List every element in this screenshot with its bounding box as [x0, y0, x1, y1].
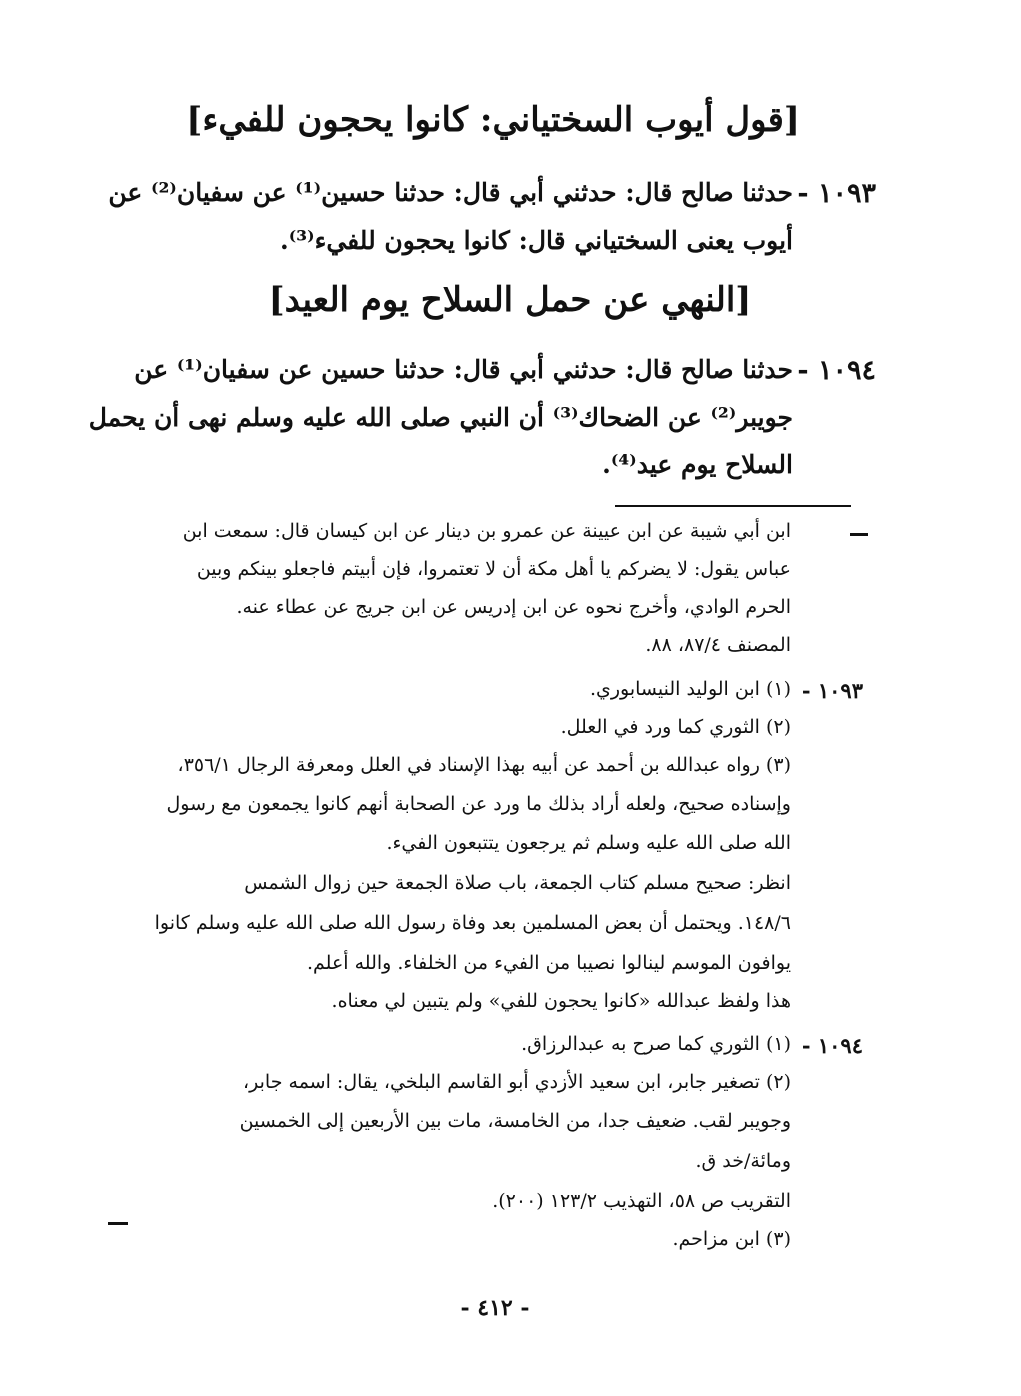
margin-mark [850, 533, 868, 536]
footnote-cont-line-3: الحرم الوادي، وأخرج نحوه عن ابن إدريس عن ابن جريج عن عطاء عنه. [236, 596, 791, 618]
footnote-1093-3-line-4: انظر: صحيح مسلم كتاب الجمعة، باب صلاة الجمعة حين زوال الشمس [244, 872, 791, 894]
section-heading-ayyub: [قول أيوب السختياني: كانوا يحجون للفيء] [186, 100, 800, 140]
footnote-1093-3-line-5: ١٤٨/٦. ويحتمل أن بعض المسلمين بعد وفاة رسول الله صلى الله عليه وسلم كانوا [154, 912, 791, 934]
hadith-1094-line-2: جويبر⁽²⁾ عن الضحاك⁽³⁾ أن النبي صلى الله عليه وسلم نهى أن يحمل [88, 403, 793, 432]
hadith-1093-line-2: أيوب يعنى السختياني قال: كانوا يحجون للفيء⁽³⁾. [280, 226, 793, 255]
footnote-label-1093: ١٠٩٣ - [801, 678, 863, 703]
footnote-1093-2: (٢) الثوري كما ورد في العلل. [560, 716, 791, 738]
margin-mark [108, 1222, 128, 1225]
hadith-1093-line-1: حدثنا صالح قال: حدثني أبي قال: حدثنا حسين⁽¹⁾ عن سفيان⁽²⁾ عن [108, 178, 793, 207]
footnote-1094-3: (٣) ابن مزاحم. [672, 1228, 791, 1250]
footnote-cont-line-1: ابن أبي شيبة عن ابن عيينة عن عمرو بن دينار عن ابن كيسان قال: سمعت ابن [182, 520, 791, 542]
footnote-1094-2-line-4: التقريب ص ٥٨، التهذيب ١٢٣/٢ (٢٠٠). [492, 1190, 791, 1212]
footnote-cont-line-4: المصنف ٨٧/٤، ٨٨. [645, 634, 791, 656]
hadith-number-1093: ١٠٩٣ - [797, 178, 876, 209]
footnote-cont-line-2: عباس يقول: لا يضركم يا أهل مكة أن لا تعتمروا، فإن أبيتم فاجعلو بينكم وبين [196, 558, 791, 580]
footnote-1094-2-line-2: وجويبر لقب. ضعيف جدا، من الخامسة، مات بين الأربعين إلى الخمسين [239, 1110, 791, 1132]
footnote-1093-3-line-3: الله صلى الله عليه وسلم ثم يرجعون يتتبعون الفيء. [386, 832, 791, 854]
footnote-1093-1: (١) ابن الوليد النيسابوري. [589, 678, 791, 700]
footnote-separator [615, 505, 851, 507]
footnote-1094-2-line-3: ومائة/خد ق. [695, 1150, 791, 1172]
footnote-1094-2-line-1: (٢) تصغير جابر، ابن سعيد الأزدي أبو القاسم البلخي، يقال: اسمه جابر، [243, 1071, 791, 1093]
hadith-1094-line-1: حدثنا صالح قال: حدثني أبي قال: حدثنا حسين عن سفيان⁽¹⁾ عن [134, 355, 793, 384]
footnote-1093-3-line-2: وإسناده صحيح، ولعله أراد بذلك ما ورد عن الصحابة أنهم كانوا يجمعون مع رسول [166, 793, 791, 815]
footnote-1093-3-line-1: (٣) رواه عبدالله بن أحمد عن أبيه بهذا الإسناد في العلل ومعرفة الرجال ٣٥٦/١، [177, 754, 791, 776]
footnote-1093-3-line-6: يوافون الموسم لينالوا نصيبا من الفيء من الخلفاء. والله أعلم. [306, 952, 791, 974]
footnote-label-1094: ١٠٩٤ - [801, 1033, 863, 1058]
footnote-1094-1: (١) الثوري كما صرح به عبدالرزاق. [521, 1033, 791, 1055]
footnote-1093-3-line-7: هذا ولفظ عبدالله «كانوا يحجون للفي» ولم يتبين لي معناه. [331, 990, 791, 1012]
hadith-number-1094: ١٠٩٤ - [797, 355, 876, 386]
page-number: - ٤١٢ - [460, 1295, 530, 1321]
hadith-1094-line-3: السلاح يوم عيد⁽⁴⁾. [602, 450, 793, 479]
section-heading-weapons: [النهي عن حمل السلاح يوم العيد] [268, 280, 752, 320]
